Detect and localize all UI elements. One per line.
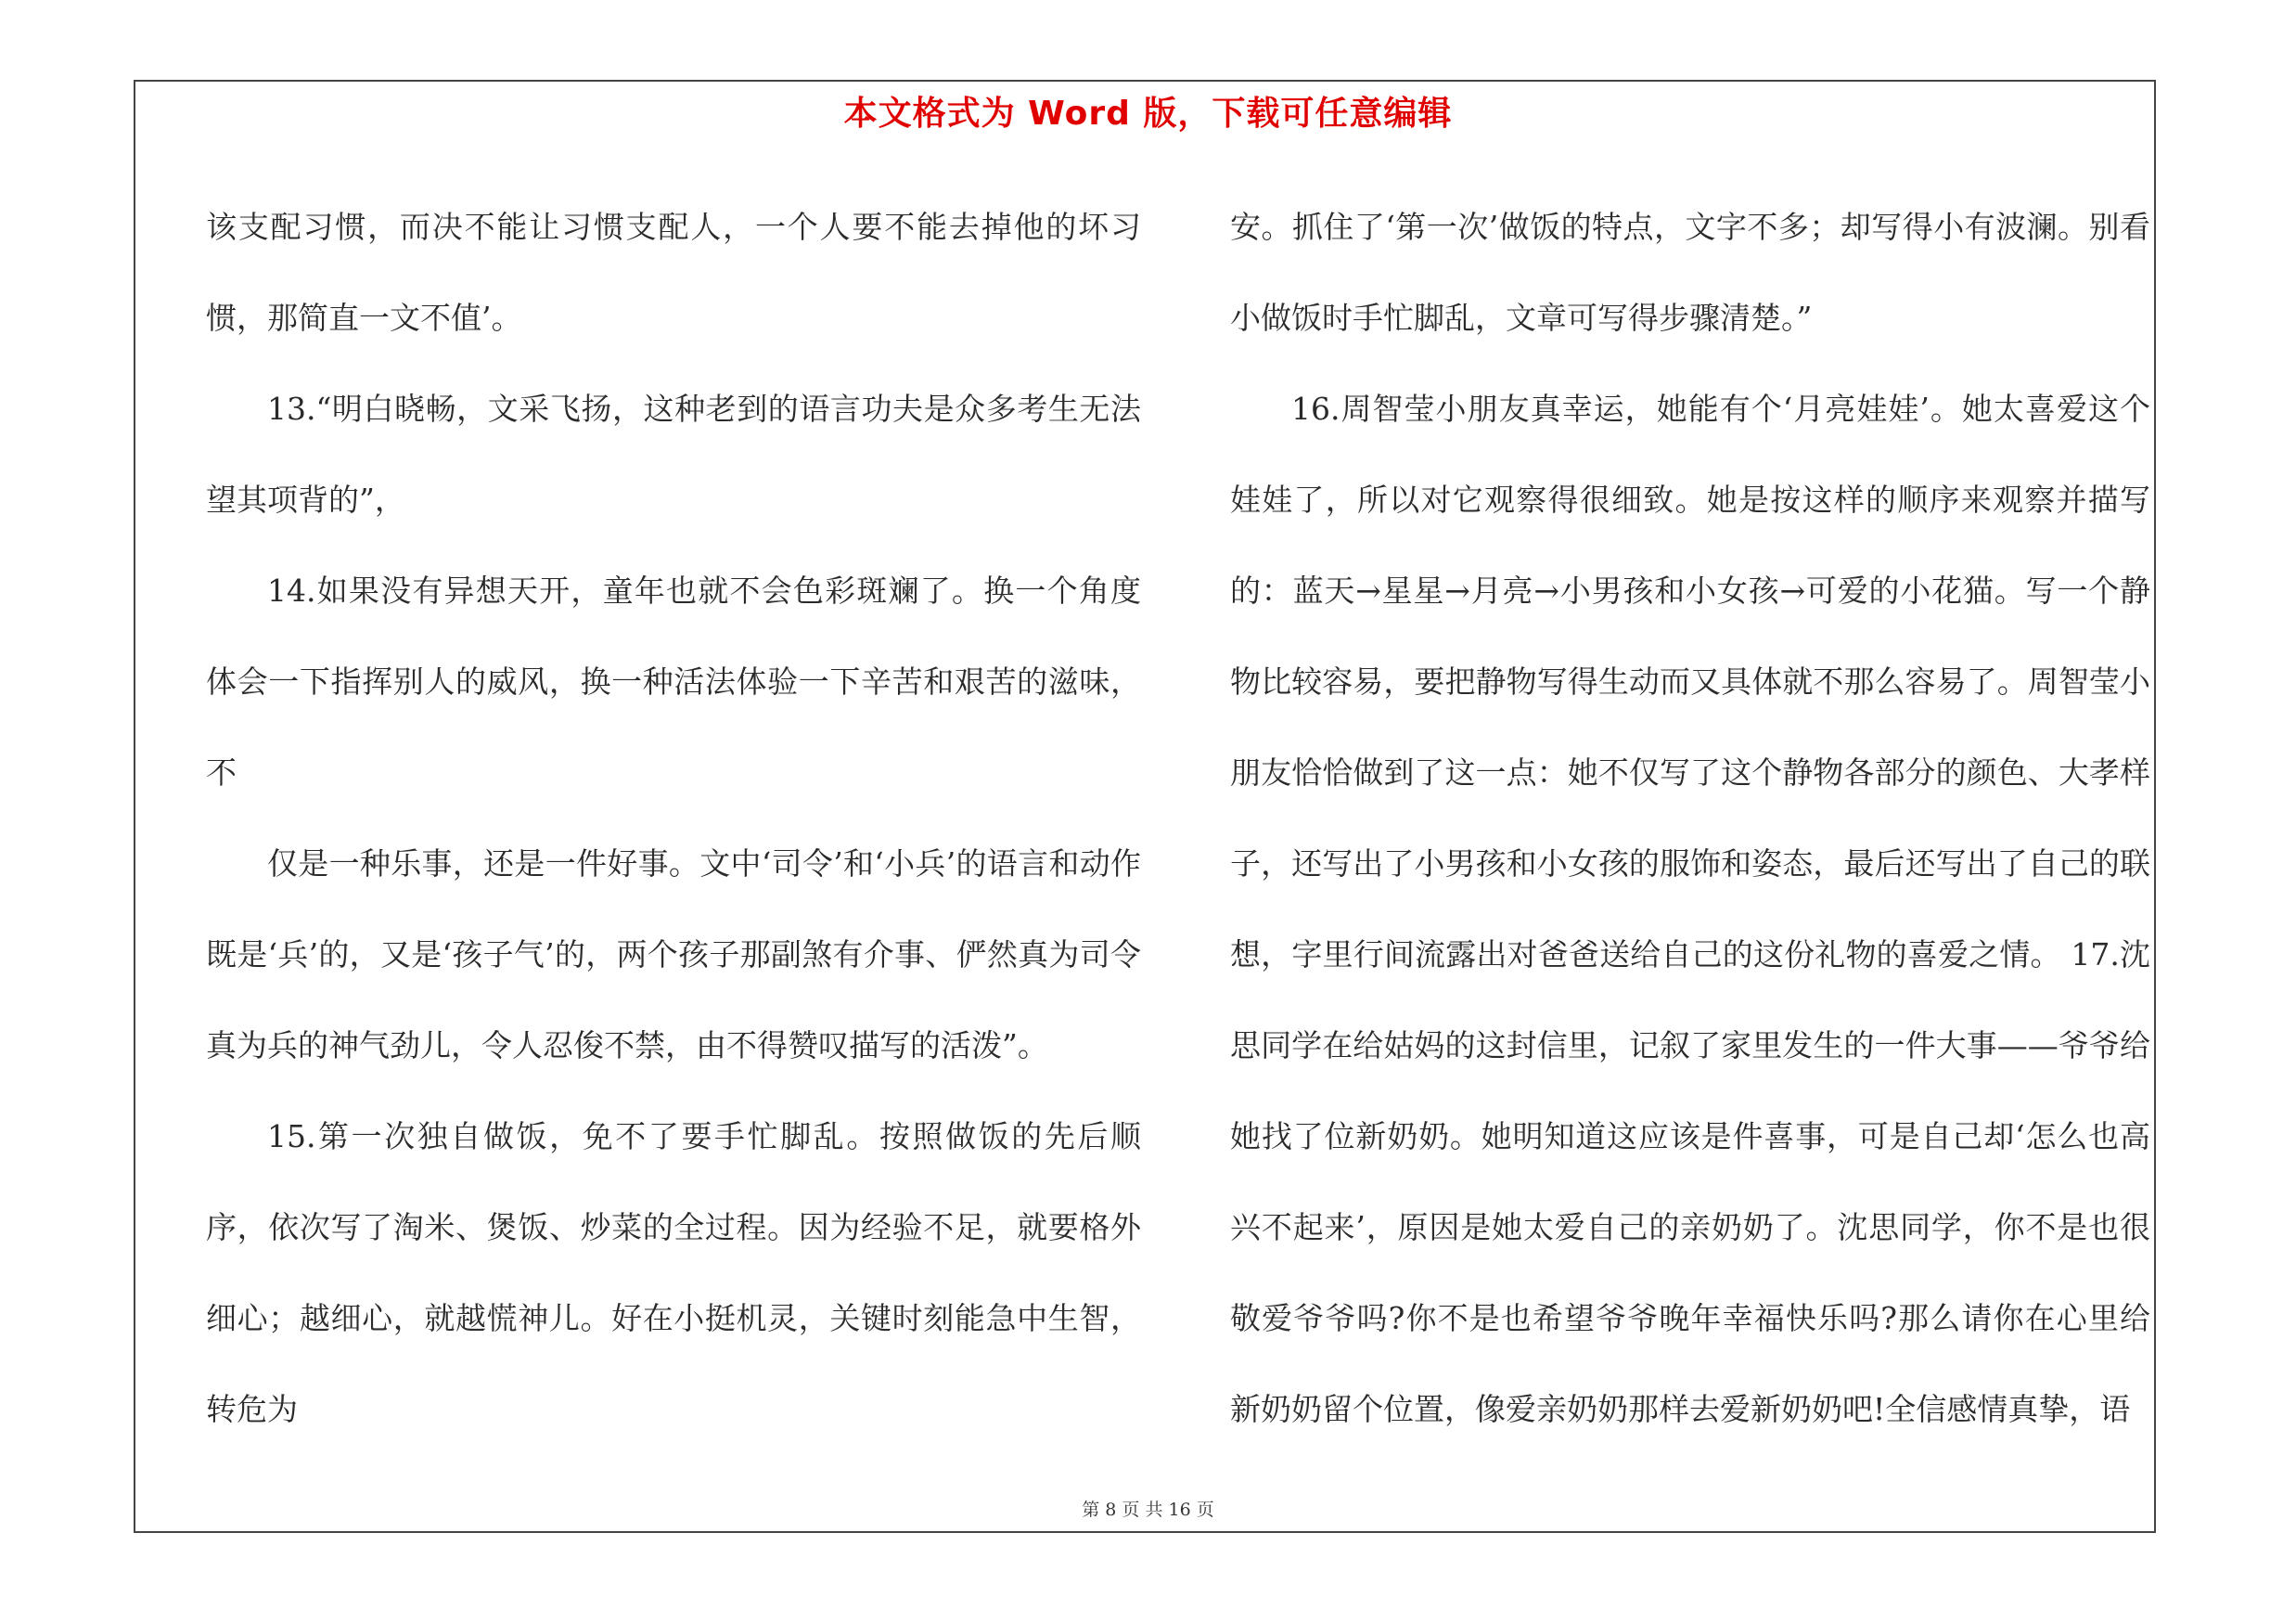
right-column bbox=[1230, 182, 2150, 1455]
left-paragraph-4: 仅是一种乐事，还是一件好事。文中‘司令’和‘小兵’的语言和动作既是‘兵’的，又是‘孩子气’的，两个孩子那副煞有介事、俨然真为司令真为兵的神气劲儿，令人忍俊不禁，由不得赞叹描写的活泼”。 bbox=[206, 845, 1141, 1063]
left-paragraph-2: 13.“明白晓畅，文采飞扬，这种老到的语言功夫是众多考生无法望其项背的”， bbox=[206, 391, 1141, 518]
left-column bbox=[206, 182, 1141, 1455]
left-paragraph-3: 14.如果没有异想天开，童年也就不会色彩斑斓了。换一个角度体会一下指挥别人的威风，换一种活法体验一下辛苦和艰苦的滋味，不 bbox=[206, 573, 1141, 791]
right-paragraph-2: 16.周智莹小朋友真幸运，她能有个‘月亮娃娃’。她太喜爱这个娃娃了，所以对它观察得很细致。她是按这样的顺序来观察并描写的：蓝天→星星→月亮→小男孩和小女孩→可爱的小花猫。写一个静物比较容易，要把静物写得生动而又具体就不那么容易了。周智莹小朋友恰恰做到了这一点：她不仅写了这个静物各部分的颜色、大孝样子，还写出了小男孩和小女孩的服饰和姿态，最后还写出了自己的联想，字里行间流露出对爸爸送给自己的这份礼物的喜爱之情。 17.沈思同学在给姑妈的这封信里，记叙了家里发生的一件大事——爷爷给她找了位新奶奶。她明知道这应该是件喜事，可是自己却‘怎么也高兴不起来’，原因是她太爱自己的亲奶奶了。沈思同学，你不是也很敬爱爷爷吗?你不是也希望爷爷晚年幸福快乐吗?那么请你在心里给新奶奶留个位置，像爱亲奶奶那样去爱新奶奶吧!全信感情真挚，语 bbox=[1230, 391, 2150, 1427]
left-paragraph-5: 15.第一次独自做饭，免不了要手忙脚乱。按照做饭的先后顺序，依次写了淘米、煲饭、炒菜的全过程。因为经验不足，就要格外细心；越细心，就越慌神儿。好在小挺机灵，关键时刻能急中生智，转危为 bbox=[206, 1118, 1141, 1427]
format-banner: 本文格式为 Word 版，下载可任意编辑 bbox=[843, 95, 1453, 133]
left-paragraph-1: 该支配习惯，而决不能让习惯支配人，一个人要不能去掉他的坏习惯，那简直一文不值’。 bbox=[206, 209, 1141, 336]
right-paragraph-1: 安。抓住了‘第一次’做饭的特点，文字不多；却写得小有波澜。别看小做饭时手忙脚乱，文章可写得步骤清楚。” bbox=[1230, 209, 2150, 336]
page-footer: 第 8 页 共 16 页 bbox=[1082, 1500, 1214, 1520]
